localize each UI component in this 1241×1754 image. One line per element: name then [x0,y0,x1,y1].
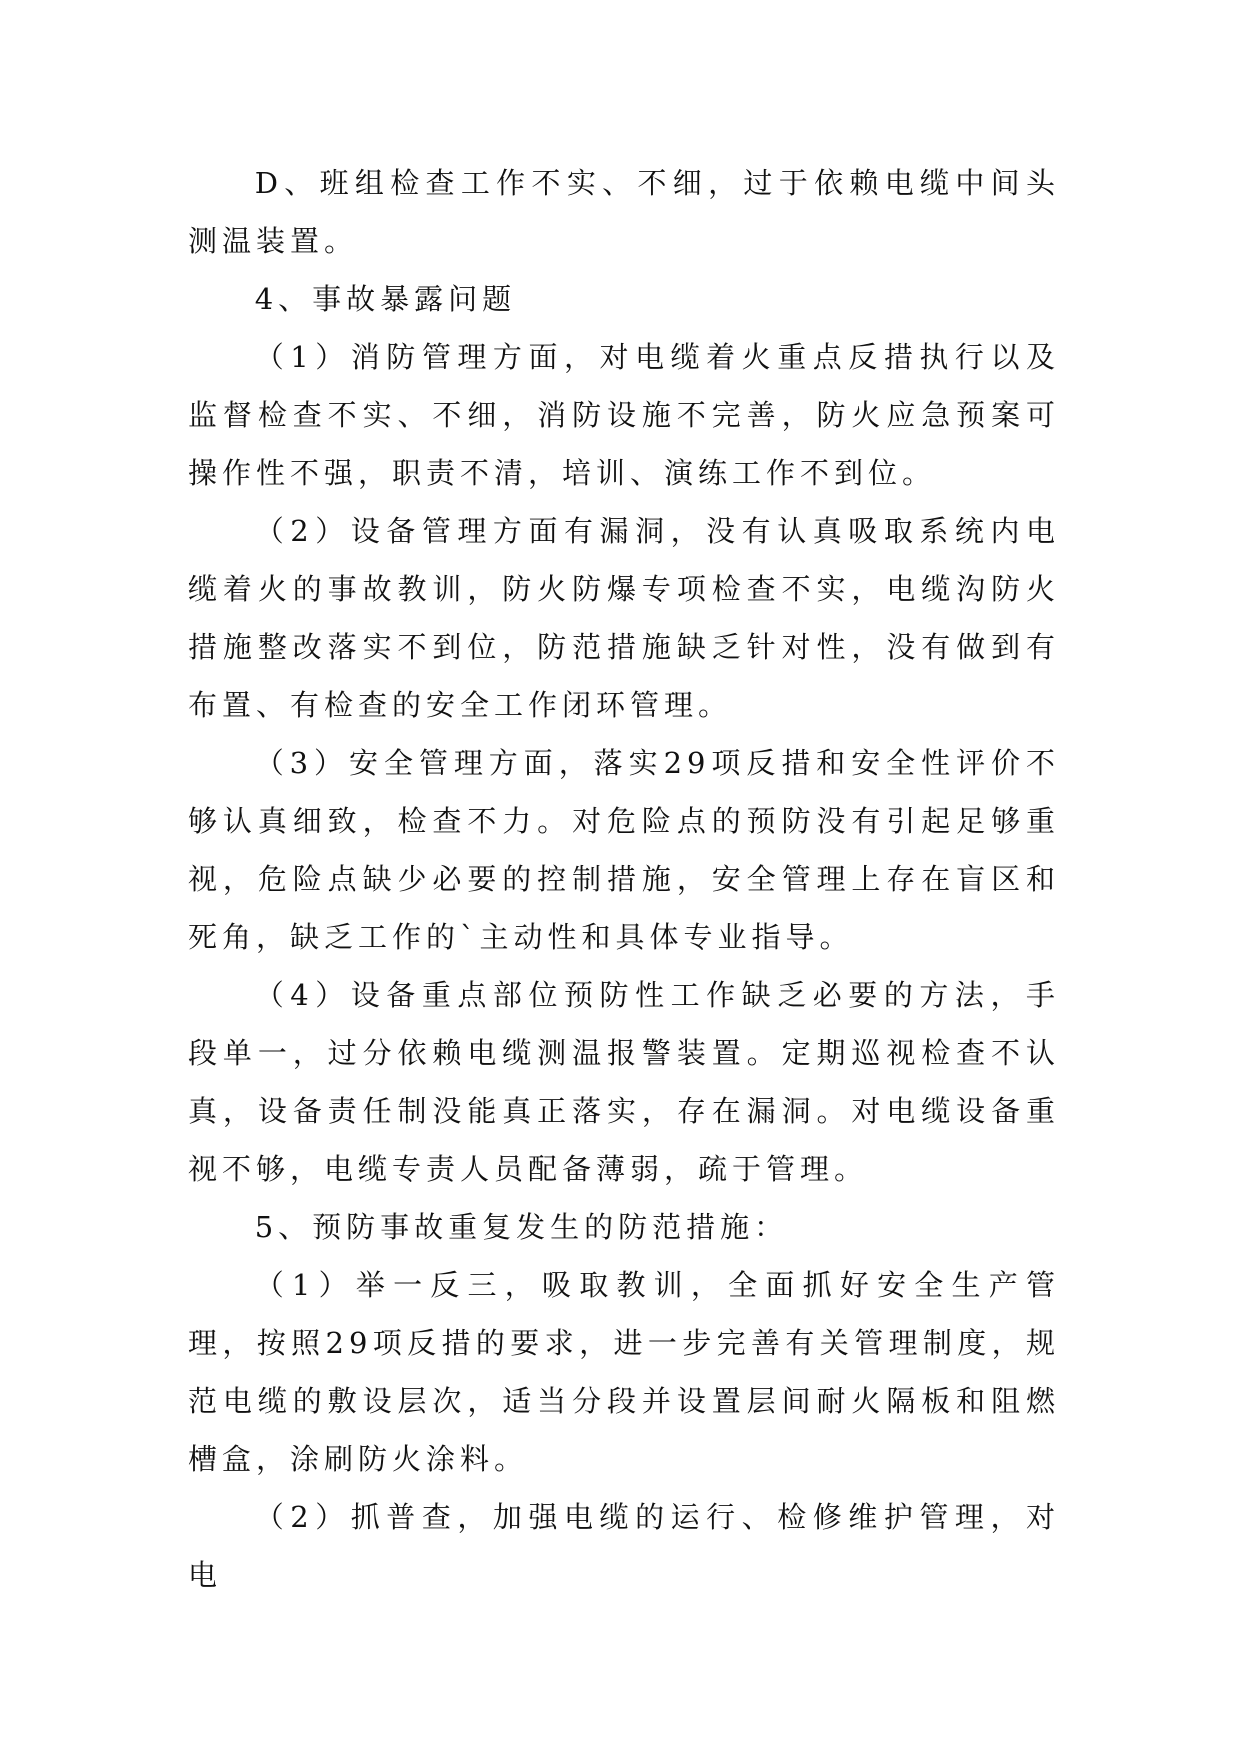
paragraph-4-3-safety-management: （3）安全管理方面，落实29项反措和安全性评价不够认真细致，检查不力。对危险点的预防没有引起足够重视，危险点缺少必要的控制措施，安全管理上存在盲区和死角，缺乏工作的`主动性和具体专业指导。 [188,746,1060,954]
heading-4-accident-issues: 4、事故暴露问题 [254,282,517,316]
heading-5-prevention-measures: 5、预防事故重复发生的防范措施： [254,1210,789,1244]
paragraph-d-team-inspection: D、班组检查工作不实、不细，过于依赖电缆中间头测温装置。 [188,166,1060,258]
document-body [188,154,1060,1604]
paragraph-4-1-fire-management: （1）消防管理方面，对电缆着火重点反措执行以及监督检查不实、不细，消防设施不完善，防火应急预案可操作性不强，职责不清，培训、演练工作不到位。 [188,340,1060,490]
paragraph-4-4-preventive-work: （4）设备重点部位预防性工作缺乏必要的方法，手段单一，过分依赖电缆测温报警装置。定期巡视检查不认真，设备责任制没能真正落实，存在漏洞。对电缆设备重视不够，电缆专责人员配备薄弱，疏于管理。 [188,978,1060,1186]
paragraph-5-2-inspection: （2）抓普查，加强电缆的运行、检修维护管理，对电 [188,1500,1060,1592]
paragraph-5-1-learn-lessons: （1）举一反三，吸取教训，全面抓好安全生产管理，按照29项反措的要求，进一步完善有关管理制度，规范电缆的敷设层次，适当分段并设置层间耐火隔板和阻燃槽盒，涂刷防火涂料。 [188,1268,1060,1476]
paragraph-4-2-equipment-management: （2）设备管理方面有漏洞，没有认真吸取系统内电缆着火的事故教训，防火防爆专项检查不实，电缆沟防火措施整改落实不到位，防范措施缺乏针对性，没有做到有布置、有检查的安全工作闭环管理。 [188,514,1060,722]
